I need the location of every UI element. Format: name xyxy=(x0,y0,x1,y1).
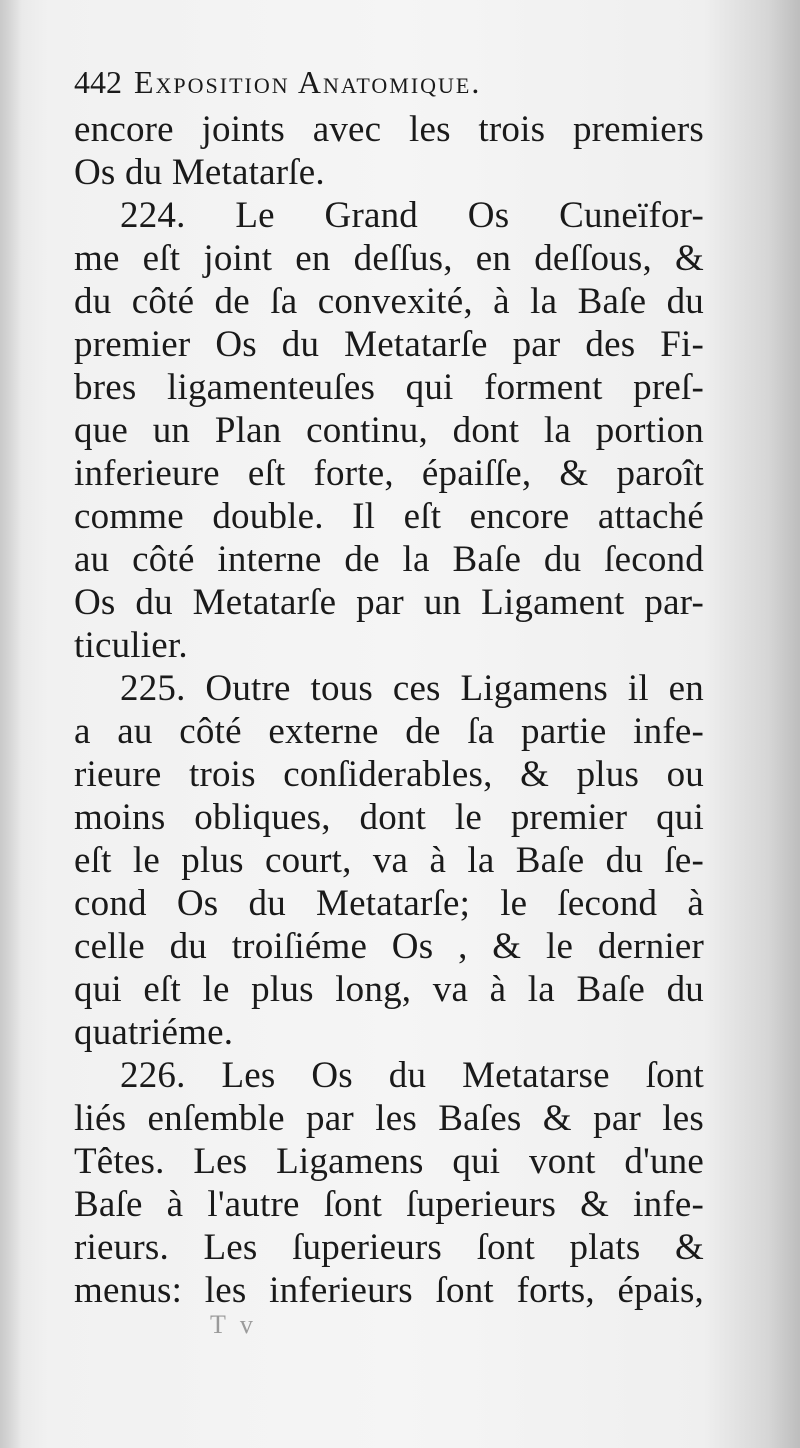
text-line: Baſe à l'autre ſont ſuperieurs & infe- xyxy=(74,1184,704,1225)
text-line: premier Os du Metatarſe par des Fi- xyxy=(74,324,704,365)
text-line: au côté interne de la Baſe du ſecond xyxy=(74,539,704,580)
text-line: moins obliques, dont le premier qui xyxy=(74,797,704,838)
page-gutter-shadow xyxy=(0,0,22,1448)
text-line: que un Plan continu, dont la portion xyxy=(74,410,704,451)
text-line: qui eſt le plus long, va à la Baſe du xyxy=(74,969,704,1010)
text-line: Os du Metatarſe par un Ligament par- xyxy=(74,582,704,623)
signature-mark: T v xyxy=(210,1310,257,1339)
running-header xyxy=(74,56,704,108)
text-line: Os du Metatarſe. xyxy=(74,152,325,193)
text-line: eſt le plus court, va à la Baſe du ſe- xyxy=(74,840,704,881)
text-line: rieure trois conſiderables, & plus ou xyxy=(74,754,704,795)
page-text xyxy=(74,56,704,1312)
text-line: cond Os du Metatarſe; le ſecond à xyxy=(74,883,704,924)
running-title: Exposition Anatomique. xyxy=(134,64,482,100)
text-line: inferieure eſt forte, épaiſſe, & paroît xyxy=(74,453,704,494)
text-line: a au côté externe de ſa partie infe- xyxy=(74,711,704,752)
text-line: liés enſemble par les Baſes & par les xyxy=(74,1098,704,1139)
section-225-heading-line: 225. Outre tous ces Ligamens il en xyxy=(120,668,704,709)
text-line: quatriéme. xyxy=(74,1012,234,1053)
text-line: Têtes. Les Ligamens qui vont d'une xyxy=(74,1141,704,1182)
text-line: menus: les inferieurs ſont forts, épais, xyxy=(74,1270,704,1311)
text-line: du côté de ſa convexité, à la Baſe du xyxy=(74,281,704,322)
page-number: 442 xyxy=(74,64,122,100)
text-line: celle du troiſiéme Os , & le dernier xyxy=(74,926,704,967)
text-line: me eſt joint en deſſus, en deſſous, & xyxy=(74,238,704,279)
text-line: rieurs. Les ſuperieurs ſont plats & xyxy=(74,1227,704,1268)
text-line: comme double. Il eſt encore attaché xyxy=(74,496,704,537)
section-224-heading-line: 224. Le Grand Os Cuneïfor- xyxy=(120,195,704,236)
text-line: ticulier. xyxy=(74,625,188,666)
text-line: encore joints avec les trois premiers xyxy=(74,109,704,150)
text-line: bres ligamenteuſes qui forment preſ- xyxy=(74,367,704,408)
section-226-heading-line: 226. Les Os du Metatarse ſont xyxy=(120,1055,704,1096)
